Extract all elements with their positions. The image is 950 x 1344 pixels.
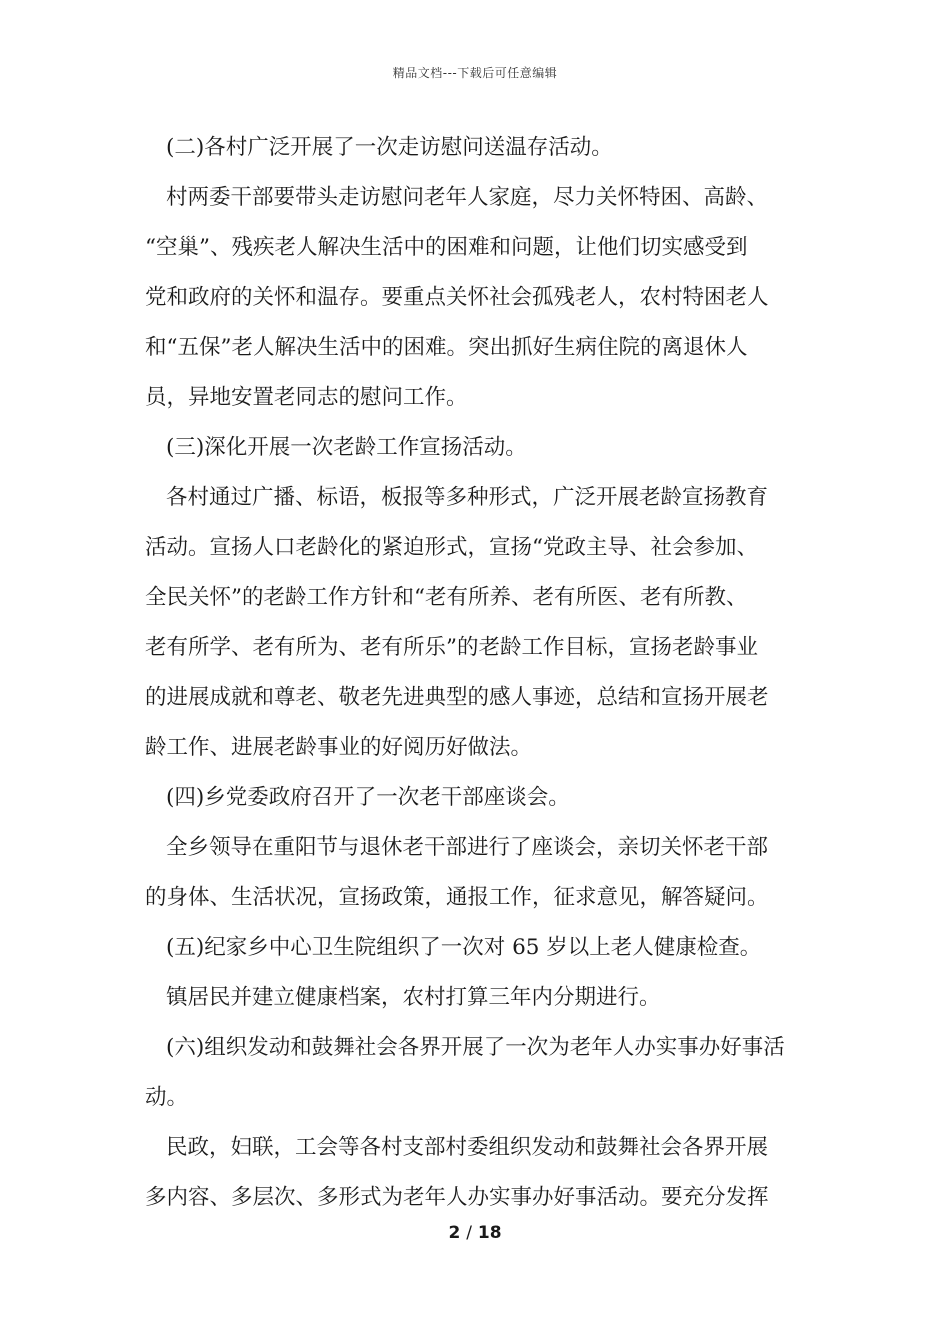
page-header (0, 64, 950, 81)
body-line: 镇居民并建立健康档案，农村打算三年内分期进行。 (166, 985, 661, 1010)
page-number (0, 1223, 950, 1243)
header-text: 精品文档---下载后可任意编辑 (392, 66, 558, 80)
body-line: 员，异地安置老同志的慰问工作。 (145, 385, 468, 410)
body-line: (三)深化开展一次老龄工作宣扬活动。 (166, 435, 527, 460)
body-line: (六)组织发动和鼓舞社会各界开展了一次为老年人办实事办好事活 (166, 1035, 785, 1060)
body-line: 村两委干部要带头走访慰问老年人家庭，尽力关怀特困、高龄、 (166, 185, 769, 210)
document-body (145, 123, 810, 1223)
body-line: 民政，妇联，工会等各村支部村委组织发动和鼓舞社会各界开展 (166, 1135, 769, 1160)
body-line: 多内容、多层次、多形式为老年人办实事办好事活动。要充分发挥 (145, 1185, 769, 1210)
body-line: 动。 (145, 1085, 189, 1110)
body-line: 各村通过广播、标语，板报等多种形式，广泛开展老龄宣扬教育 (166, 485, 769, 510)
page-total: 18 (477, 1223, 502, 1243)
body-line: 活动。宣扬人口老龄化的紧迫形式，宣扬“党政主导、社会参加、 (145, 535, 758, 560)
body-line: 龄工作、进展老龄事业的好阅历好做法。 (145, 735, 533, 760)
body-line: 和“五保”老人解决生活中的困难。突出抓好生病住院的离退休人 (145, 335, 748, 360)
body-line: (四)乡党委政府召开了一次老干部座谈会。 (166, 785, 570, 810)
page-separator: / (466, 1223, 472, 1243)
body-line: 党和政府的关怀和温存。要重点关怀社会孤残老人，农村特困老人 (145, 285, 769, 310)
body-line: “空巢”、残疾老人解决生活中的困难和问题，让他们切实感受到 (145, 235, 748, 260)
body-line: 全民关怀”的老龄工作方针和“老有所养、老有所医、老有所教、 (145, 585, 748, 610)
body-line: (五)纪家乡中心卫生院组织了一次对 65 岁以上老人健康检查。 (166, 935, 762, 960)
body-line: 的进展成就和尊老、敬老先进典型的感人事迹，总结和宣扬开展老 (145, 685, 769, 710)
body-line: (二)各村广泛开展了一次走访慰问送温存活动。 (166, 135, 613, 160)
body-line: 全乡领导在重阳节与退休老干部进行了座谈会，亲切关怀老干部 (166, 835, 769, 860)
page-current: 2 (448, 1223, 461, 1243)
body-line: 老有所学、老有所为、老有所乐”的老龄工作目标，宣扬老龄事业 (145, 635, 758, 660)
body-line: 的身体、生活状况，宣扬政策，通报工作，征求意见，解答疑问。 (145, 885, 769, 910)
